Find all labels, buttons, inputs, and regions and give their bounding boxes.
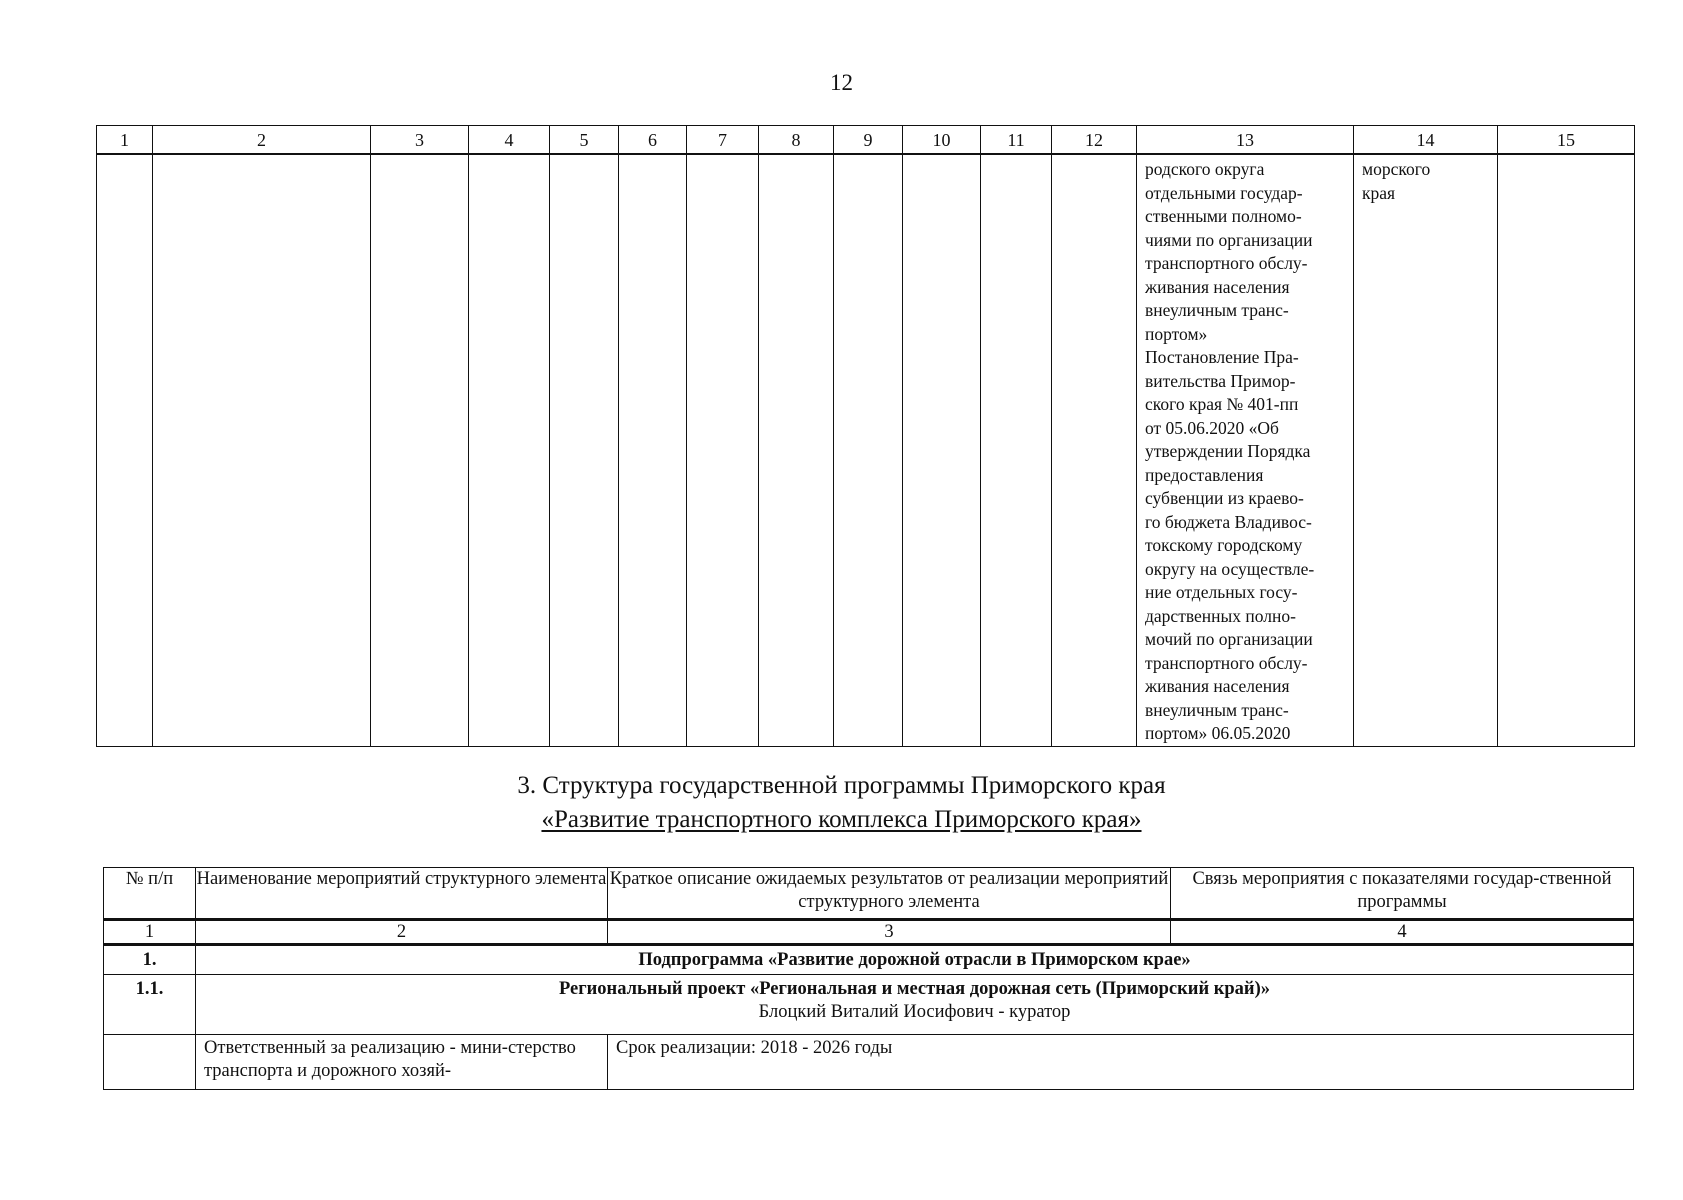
responsible-text: Ответственный за реализацию - мини-стерство транспорта и дорожного хозяй-: [196, 1035, 608, 1090]
column-number: 14: [1354, 126, 1498, 155]
text-line: округу на осуществле-: [1145, 558, 1315, 579]
text-line: вительства Примор-: [1145, 370, 1296, 391]
text-line: чиями по организации: [1145, 229, 1313, 250]
table-cell: [619, 154, 687, 746]
column-number-row: [97, 126, 1635, 155]
row-number: 1.: [104, 945, 196, 975]
text-line: ственными полномо-: [1145, 206, 1302, 226]
text-line: ние отдельных госу-: [1145, 582, 1298, 602]
column-number: 12: [1052, 126, 1137, 155]
table-header-row: [104, 868, 1634, 920]
responsible-body-cell: [1354, 154, 1498, 746]
text-line: родского округа: [1145, 159, 1265, 179]
text-line: от 05.06.2020 «Об: [1145, 417, 1279, 438]
responsible-body-text: [1354, 155, 1497, 205]
table-cell: [981, 154, 1052, 746]
section-title: 3. Структура государственной программы Приморского края: [517, 772, 1166, 799]
responsible-row: [104, 1035, 1634, 1090]
project-cell: [196, 975, 1634, 1035]
table-cell: [550, 154, 619, 746]
section-subtitle: [0, 804, 1683, 836]
continuation-row: [97, 154, 1635, 746]
header-results: Краткое описание ожидаемых результатов от реализации мероприятий структурного элемента: [608, 868, 1171, 920]
legal-basis-cell: [1137, 154, 1354, 746]
project-row: [104, 975, 1634, 1035]
text-line: транспортного обслу-: [1145, 652, 1308, 673]
column-number: 10: [903, 126, 981, 155]
table-cell: [903, 154, 981, 746]
text-line: Постановление Пра-: [1145, 347, 1299, 367]
text-line: дарственных полно-: [1145, 605, 1296, 626]
row-number: 1.1.: [104, 975, 196, 1035]
text-line: предоставления: [1145, 464, 1264, 485]
header-indicators: Связь мероприятия с показателями государ-ственной программы: [1171, 868, 1634, 920]
column-number: 2: [196, 920, 608, 945]
text-line: внеуличным транс-: [1145, 300, 1289, 320]
header-activities: Наименование мероприятий структурного элемента: [196, 868, 608, 920]
text-line: токскому городскому: [1145, 535, 1303, 555]
column-number: 4: [469, 126, 550, 155]
project-curator: Блоцкий Виталий Иосифович - куратор: [758, 1002, 1071, 1022]
subprogram-title: Подпрограмма «Развитие дорожной отрасли в Приморском крае»: [196, 945, 1634, 975]
implementation-term: Срок реализации: 2018 - 2026 годы: [608, 1035, 1634, 1090]
text-line: края: [1362, 182, 1396, 203]
column-number: 4: [1171, 920, 1634, 945]
text-line: субвенции из краево-: [1145, 488, 1304, 508]
project-title: Региональный проект «Региональная и местная дорожная сеть (Приморский край)»: [558, 979, 1270, 999]
column-number: 7: [687, 126, 759, 155]
column-number: 9: [834, 126, 903, 155]
table-cell: [1498, 154, 1635, 746]
column-number: 2: [153, 126, 371, 155]
table-cell: [153, 154, 371, 746]
text-line: утверждении Порядка: [1145, 441, 1311, 461]
text-line: морского: [1362, 159, 1431, 179]
column-number: 11: [981, 126, 1052, 155]
text-line: внеуличным транс-: [1145, 699, 1289, 720]
table-cell: [1052, 154, 1137, 746]
table-cell: [371, 154, 469, 746]
text-line: транспортного обслу-: [1145, 253, 1308, 273]
program-name: «Развитие транспортного комплекса Приморского края»: [541, 806, 1142, 833]
column-number: 8: [759, 126, 834, 155]
page-number: 12: [830, 70, 853, 95]
table-cell: [469, 154, 550, 746]
column-number: 3: [371, 126, 469, 155]
text-line: отдельными государ-: [1145, 182, 1303, 203]
row-number: [104, 1035, 196, 1090]
column-number-row: [104, 920, 1634, 945]
text-line: живания населения: [1145, 676, 1290, 696]
header-number: № п/п: [104, 868, 196, 920]
column-number: 1: [97, 126, 153, 155]
column-number: 15: [1498, 126, 1635, 155]
program-structure-table: [103, 867, 1634, 1090]
text-line: мочий по организации: [1145, 629, 1313, 649]
text-line: портом» 06.05.2020: [1145, 723, 1291, 743]
text-line: ского края № 401-пп: [1145, 394, 1299, 414]
column-number: 1: [104, 920, 196, 945]
table-cell: [834, 154, 903, 746]
table-cell: [759, 154, 834, 746]
continuation-table: [96, 125, 1635, 747]
subprogram-row: [104, 945, 1634, 975]
column-number: 13: [1137, 126, 1354, 155]
legal-basis-text: [1137, 155, 1353, 746]
text-line: живания населения: [1145, 276, 1290, 297]
text-line: го бюджета Владивос-: [1145, 511, 1312, 532]
column-number: 6: [619, 126, 687, 155]
column-number: 5: [550, 126, 619, 155]
table-cell: [687, 154, 759, 746]
text-line: портом»: [1145, 323, 1208, 344]
column-number: 3: [608, 920, 1171, 945]
table-cell: [97, 154, 153, 746]
